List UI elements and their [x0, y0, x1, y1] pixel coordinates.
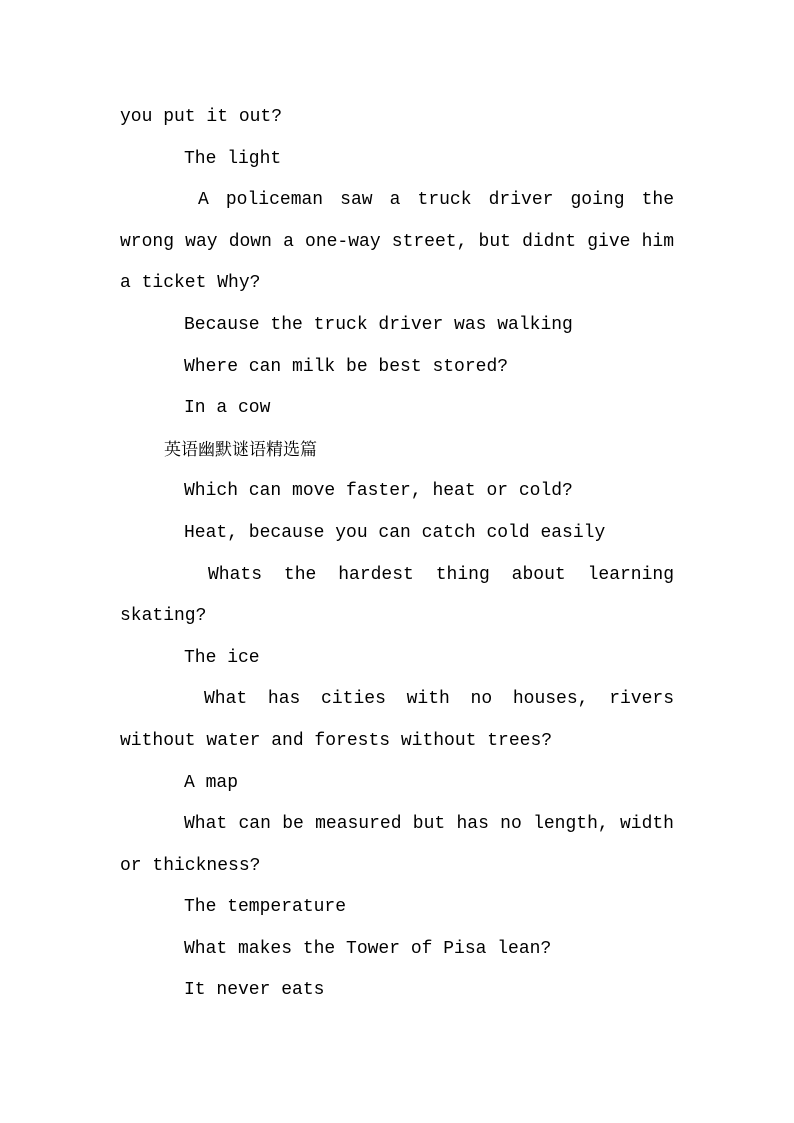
document-body — [120, 97, 674, 1012]
riddle-question: What can be measured but has no length, width — [184, 814, 674, 835]
section-heading: 英语幽默谜语精选篇 — [164, 439, 317, 460]
text-line: a ticket Why? — [120, 273, 261, 294]
riddle-question: What has cities with no houses, rivers — [204, 689, 674, 710]
text-line: you put it out? — [120, 107, 283, 127]
riddle-answer: Heat, because you can catch cold easily — [184, 522, 606, 543]
riddle-answer: Because the truck driver was walking — [184, 314, 573, 335]
riddle-question: Where can milk be best stored? — [184, 356, 509, 377]
riddle-question: Which can move faster, heat or cold? — [184, 481, 573, 502]
text-line: without water and forests without trees? — [120, 730, 553, 751]
text-line: skating? — [120, 606, 207, 627]
riddle-question: A policeman saw a truck driver going the — [198, 190, 674, 211]
riddle-answer: It never eats — [184, 980, 325, 1001]
text-line: wrong way down a one-way street, but didnt give him — [120, 231, 674, 252]
text-line: or thickness? — [120, 855, 261, 876]
riddle-answer: The light — [184, 148, 282, 169]
riddle-answer: The temperature — [184, 897, 347, 918]
riddle-answer: In a cow — [184, 398, 271, 419]
riddle-answer: A map — [184, 772, 239, 793]
riddle-answer: The ice — [184, 647, 260, 668]
riddle-question: What makes the Tower of Pisa lean? — [184, 938, 552, 959]
riddle-question: Whats the hardest thing about learning — [208, 564, 674, 585]
